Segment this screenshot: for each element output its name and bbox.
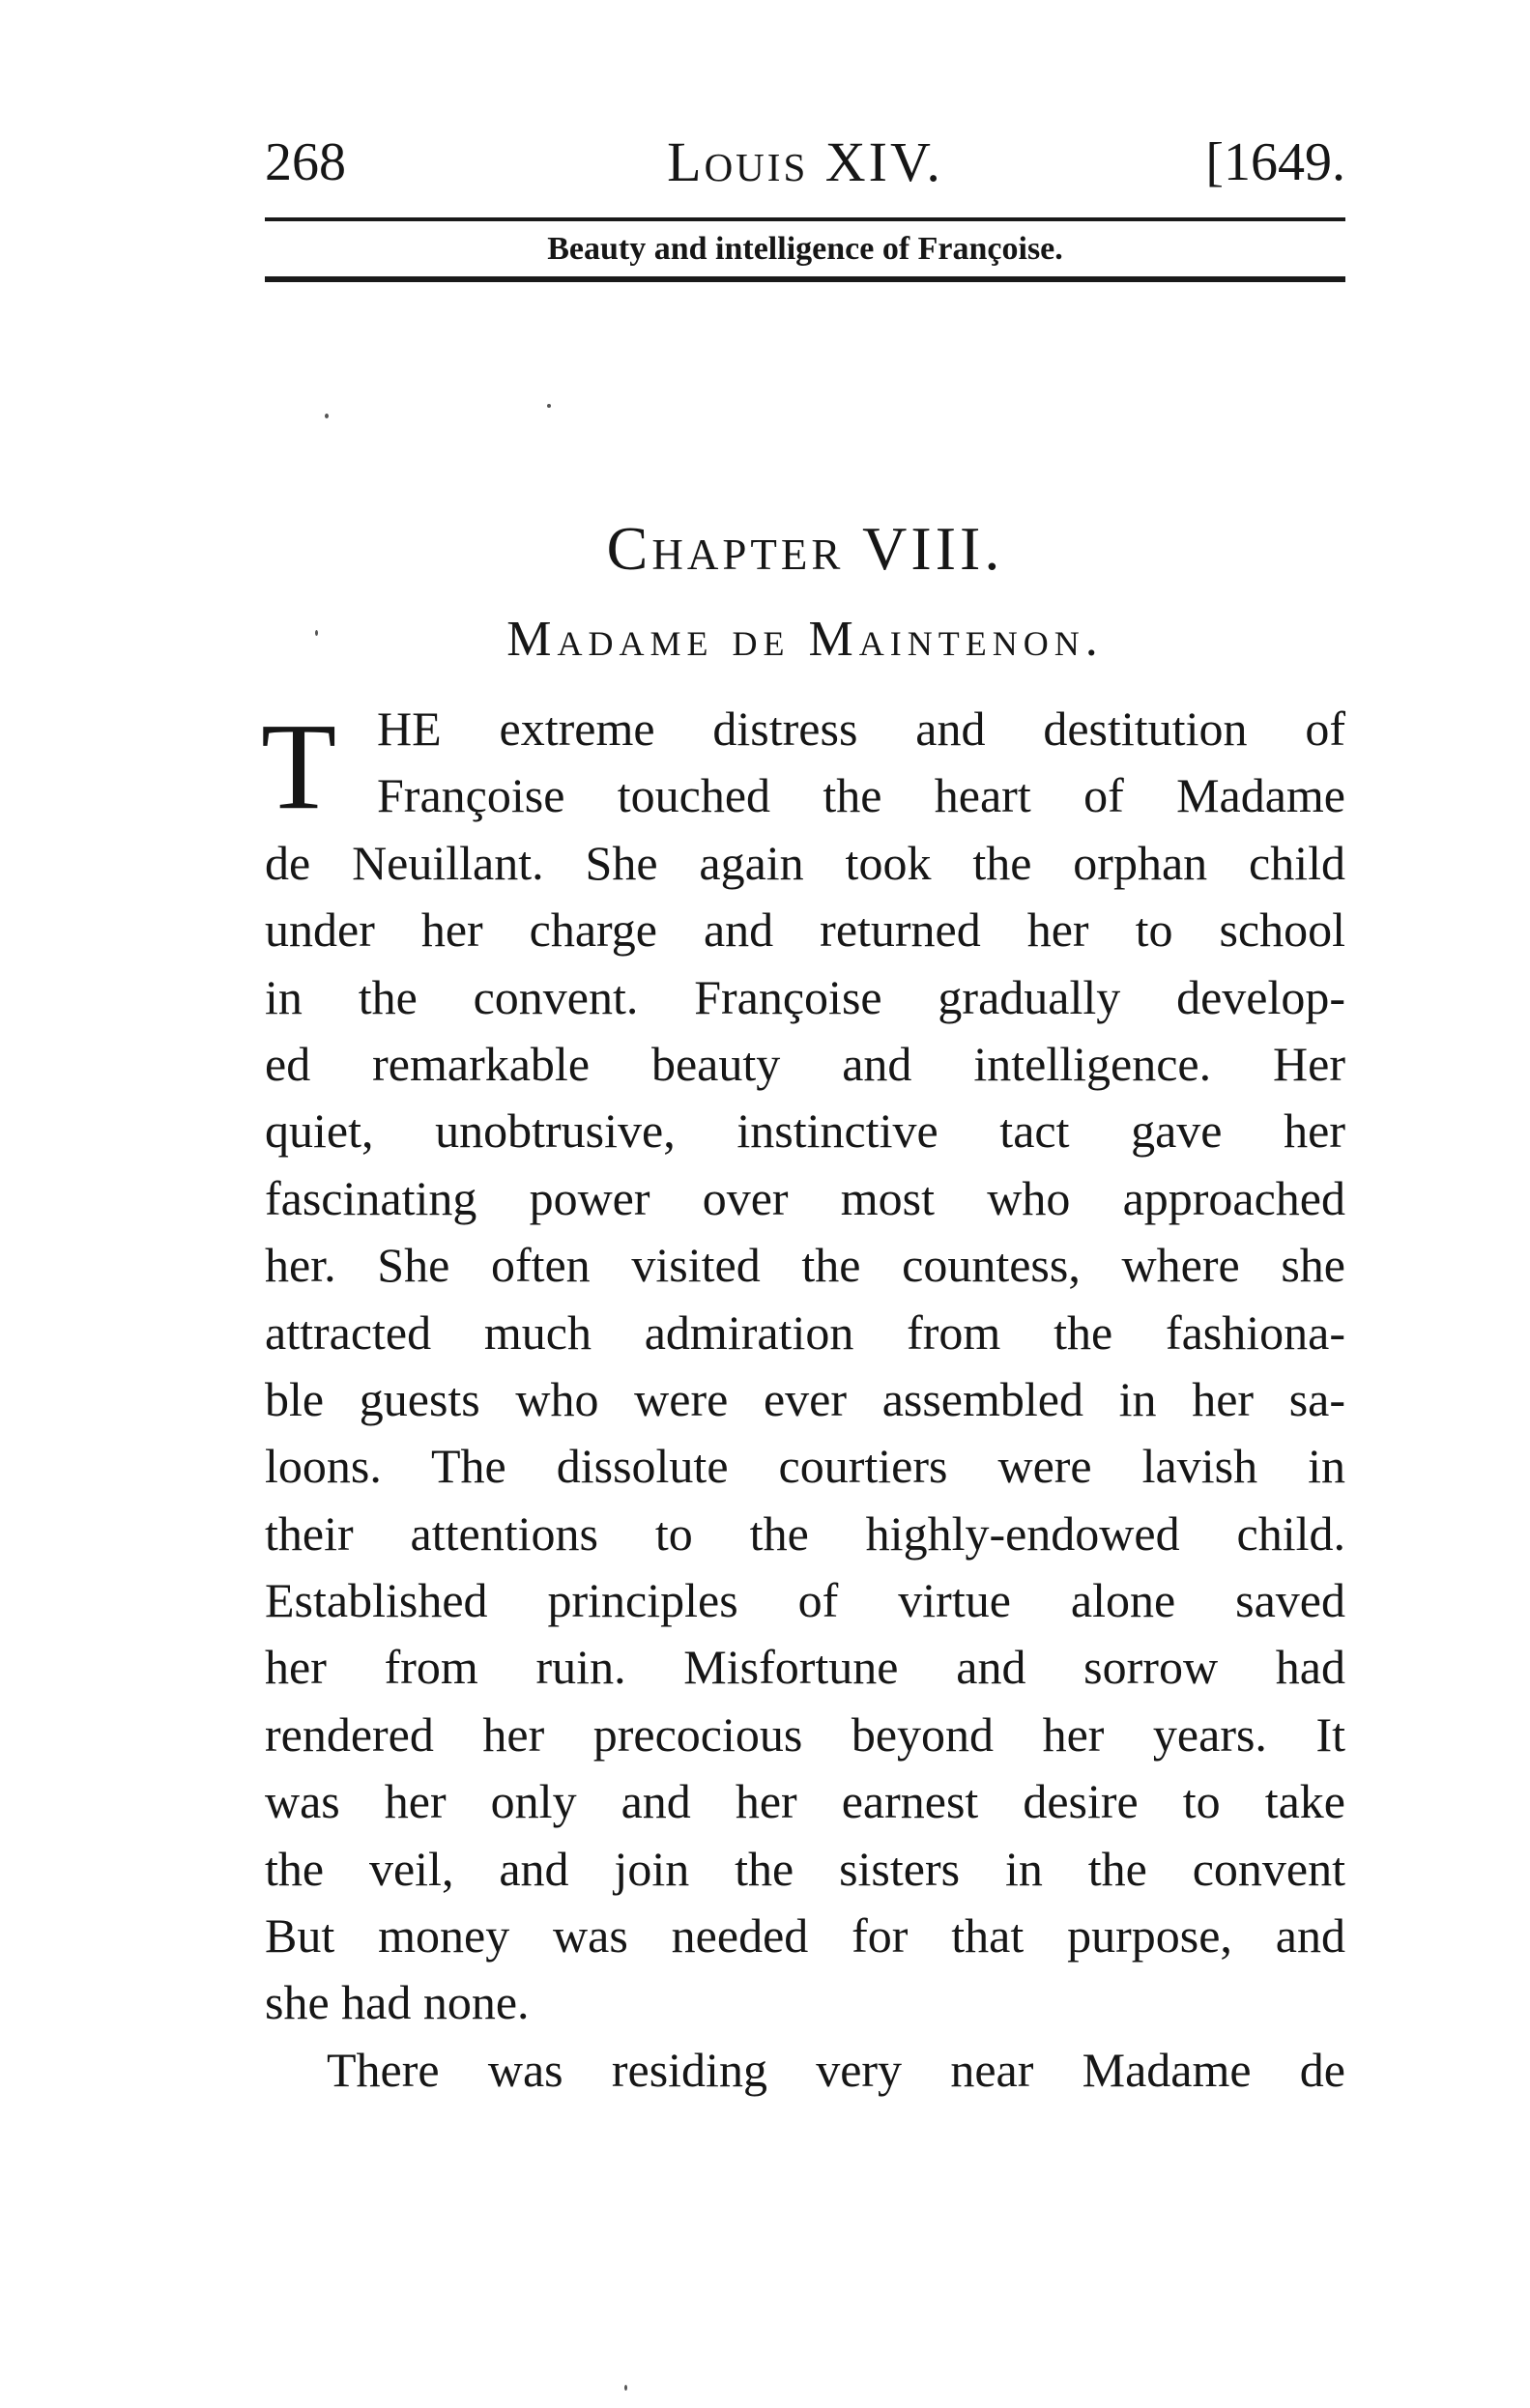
running-title: Louis XIV. — [667, 130, 943, 193]
text-line: But money was needed for that purpose, and — [265, 1908, 1345, 1964]
text-line: There was residing very near Madame de — [327, 2042, 1345, 2097]
text-line: was her only and her earnest desire to take — [265, 1774, 1345, 1829]
text-line: Françoise touched the heart of Madame — [377, 768, 1345, 823]
text-line: ed remarkable beauty and intelligence. Her — [265, 1036, 1345, 1091]
text-line: her. She often visited the countess, where she — [265, 1238, 1345, 1293]
text-line: ble guests who were ever assembled in her sa- — [265, 1371, 1345, 1426]
print-speck — [547, 404, 551, 408]
running-subhead: Beauty and intelligence of Françoise. — [547, 231, 1063, 267]
chapter-subtitle: Madame de Maintenon. — [506, 612, 1104, 667]
text-line: the veil, and join the sisters in the convent — [265, 1841, 1345, 1896]
text-line: under her charge and returned her to school — [265, 903, 1345, 958]
body-text — [261, 696, 1345, 2104]
header-year: [1649. — [1205, 132, 1345, 192]
text-line: fascinating power over most who approached — [265, 1170, 1345, 1225]
text-line: she had none. — [265, 1975, 530, 2030]
text-line: quiet, unobtrusive, instinctive tact gave her — [265, 1104, 1345, 1159]
text-line: Established principles of virtue alone saved — [265, 1573, 1345, 1628]
print-speck — [325, 414, 329, 418]
print-speck — [624, 2385, 627, 2391]
text-line: de Neuillant. She again took the orphan child — [265, 835, 1345, 890]
drop-cap: T — [261, 698, 337, 835]
text-line: in the convent. Françoise gradually develop- — [265, 969, 1345, 1024]
chapter-title: Chapter VIII. — [606, 514, 1004, 583]
text-line: loons. The dissolute courtiers were lavish in — [265, 1439, 1345, 1494]
header-rule-top — [265, 217, 1345, 221]
page-number: 268 — [265, 132, 346, 192]
page-header — [265, 124, 1345, 201]
text-line: HE extreme distress and destitution of — [377, 702, 1345, 756]
text-line: rendered her precocious beyond her years. It — [265, 1706, 1345, 1762]
header-rule-bottom — [265, 276, 1345, 282]
text-line: attracted much admiration from the fashiona- — [265, 1304, 1345, 1360]
text-line: their attentions to the highly-endowed child. — [265, 1505, 1345, 1561]
text-line: her from ruin. Misfortune and sorrow had — [265, 1640, 1345, 1695]
